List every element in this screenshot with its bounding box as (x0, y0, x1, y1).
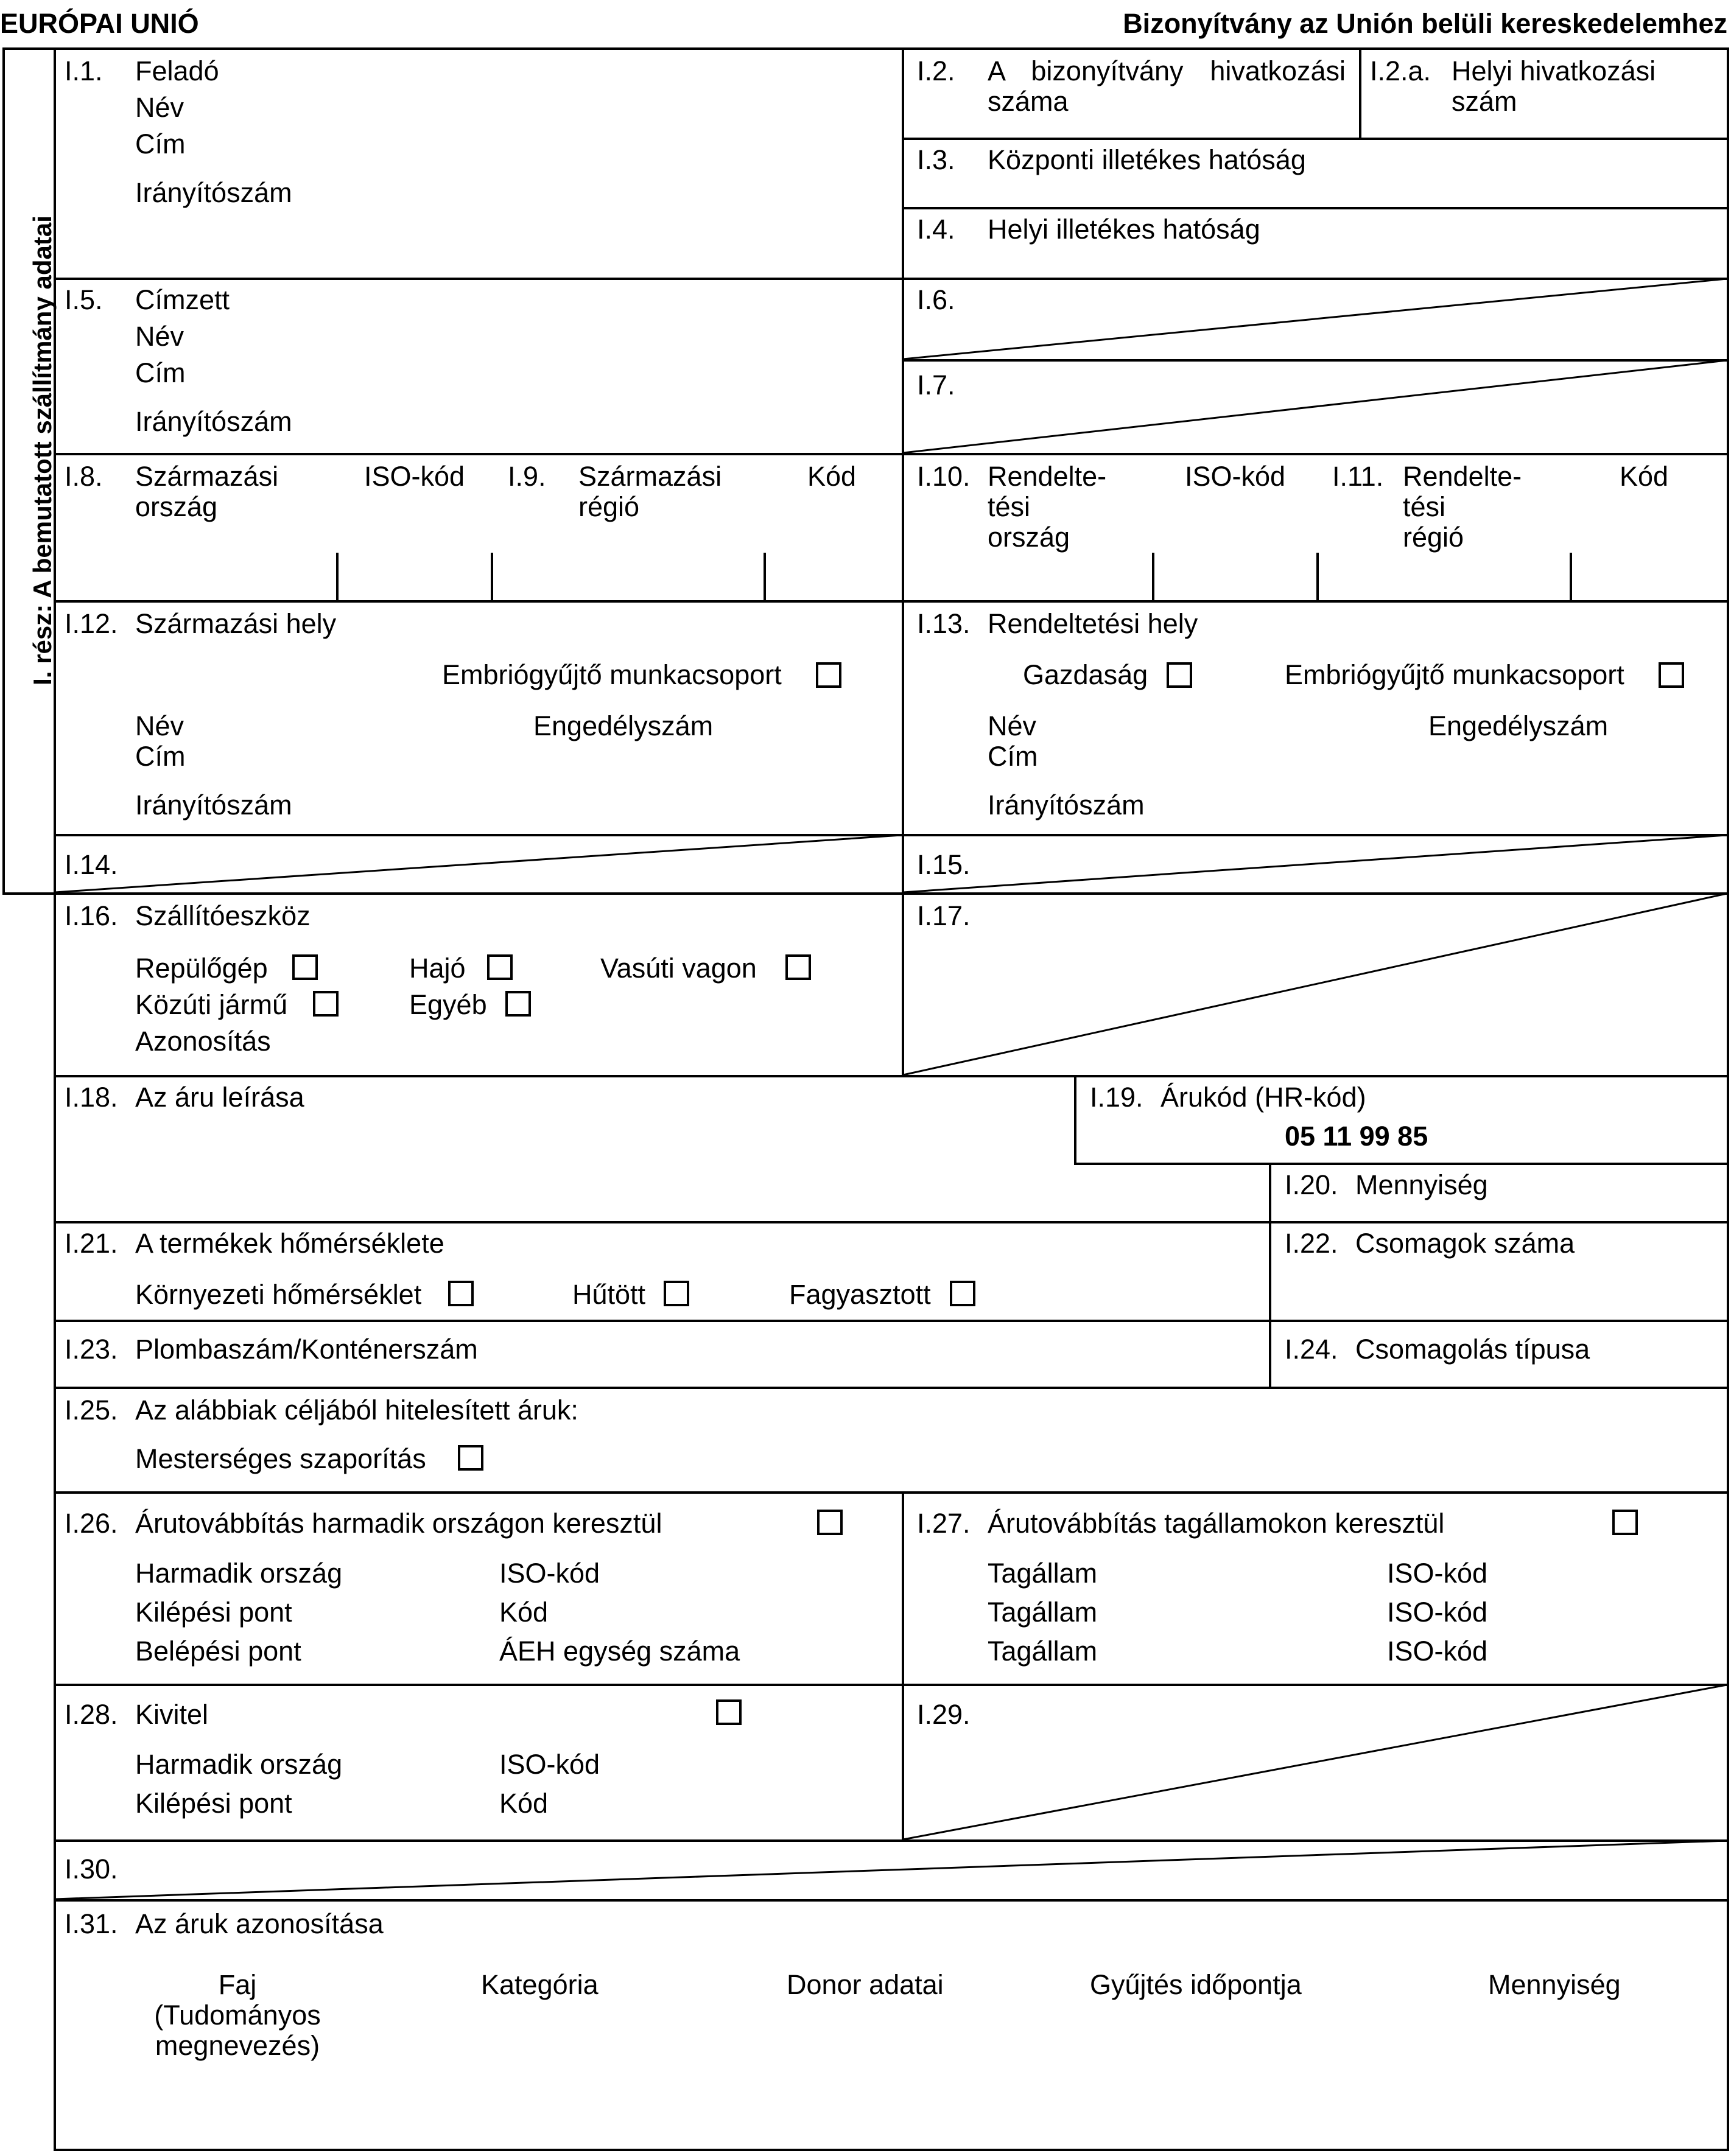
header-right: Bizonyítvány az Unión belüli kereskedelemhez (1123, 8, 1727, 39)
i31-col-mennyiseg: Mennyiség (1488, 1969, 1621, 2000)
i5-cim: Cím (135, 357, 186, 388)
i2a-num: I.2.a. (1370, 55, 1431, 86)
i25-num: I.25. (65, 1395, 118, 1426)
i8-num: I.8. (65, 461, 103, 492)
i8-title-line1: Származási (135, 461, 279, 492)
i11-title-line1: Rendelte- (1403, 461, 1522, 492)
i28-checkbox[interactable] (716, 1699, 742, 1725)
i5-num: I.5. (65, 284, 103, 315)
i9-title-line2: régió (578, 491, 640, 522)
i9-num: I.9. (508, 461, 546, 492)
i13-nev: Név (988, 710, 1037, 741)
i26-kod: Kód (499, 1597, 549, 1628)
i16-egyeb-checkbox[interactable] (505, 991, 531, 1017)
i2a-title-line2: szám (1452, 86, 1517, 117)
i8-title-line2: ország (135, 491, 218, 522)
i13-cim: Cím (988, 741, 1038, 772)
i27-iso-2: ISO-kód (1387, 1597, 1488, 1628)
i25-title: Az alábbiak céljából hitelesített áruk: (135, 1395, 578, 1426)
i31-col-faj-line1: Faj (218, 1969, 257, 2000)
i12-embrio-checkbox[interactable] (816, 662, 841, 688)
i21-num: I.21. (65, 1228, 118, 1259)
i26-iso: ISO-kód (499, 1558, 600, 1589)
i21-hutott-label: Hűtött (572, 1279, 646, 1310)
i31-col-gyujtes: Gyűjtés időpontja (1090, 1969, 1302, 2000)
i27-title: Árutovábbítás tagállamokon keresztül (988, 1508, 1445, 1539)
i6-num: I.6. (917, 284, 955, 315)
i31-col-donor: Donor adatai (787, 1969, 944, 2000)
i12-iranyitoszam: Irányítószám (135, 789, 292, 821)
i16-hajo-checkbox[interactable] (487, 954, 513, 980)
i15-num: I.15. (917, 849, 971, 880)
i5-nev: Név (135, 321, 184, 352)
i9-title-line1: Származási (578, 461, 722, 492)
i9-kod: Kód (807, 461, 857, 492)
i30-num: I.30. (65, 1853, 118, 1885)
i17-num: I.17. (917, 900, 971, 931)
i2-title-line1: A bizonyítvány hivatkozási (988, 55, 1346, 86)
i13-iranyitoszam: Irányítószám (988, 789, 1145, 821)
i14-num: I.14. (65, 849, 118, 880)
i11-num: I.11. (1332, 461, 1384, 492)
i31-col-faj-line2: (Tudományos (154, 2000, 321, 2031)
i19-title: Árukód (HR-kód) (1160, 1082, 1366, 1113)
i28-kod: Kód (499, 1788, 549, 1819)
i31-col-faj-line3: megnevezés) (155, 2030, 320, 2061)
i27-tagallam-3: Tagállam (988, 1636, 1098, 1667)
i12-title: Származási hely (135, 608, 337, 639)
i20-title: Mennyiség (1355, 1169, 1488, 1200)
i31-col-kategoria: Kategória (481, 1969, 599, 2000)
i10-iso: ISO-kód (1185, 461, 1286, 492)
i4-num: I.4. (917, 214, 955, 245)
i18-num: I.18. (65, 1082, 118, 1113)
i13-title: Rendeltetési hely (988, 608, 1198, 639)
i28-title: Kivitel (135, 1699, 209, 1730)
i12-engedelyszam: Engedélyszám (533, 710, 714, 741)
i16-repulogep-label: Repülőgép (135, 953, 268, 984)
i2a-title-line1: Helyi hivatkozási (1452, 55, 1656, 86)
i16-num: I.16. (65, 900, 118, 931)
i16-hajo-label: Hajó (409, 953, 466, 984)
i16-title: Szállítóeszköz (135, 900, 311, 931)
i11-kod: Kód (1620, 461, 1669, 492)
i3-num: I.3. (917, 144, 955, 175)
i12-nev: Név (135, 710, 184, 741)
i12-num: I.12. (65, 608, 118, 639)
i13-engedelyszam: Engedélyszám (1428, 710, 1609, 741)
i16-azonositas: Azonosítás (135, 1026, 271, 1057)
i1-nev: Név (135, 92, 184, 123)
i13-gazdasag-checkbox[interactable] (1167, 662, 1192, 688)
i27-num: I.27. (917, 1508, 971, 1539)
i1-iranyitoszam: Irányítószám (135, 177, 292, 208)
i28-num: I.28. (65, 1699, 118, 1730)
i21-title: A termékek hőmérséklete (135, 1228, 444, 1259)
i13-embrio-label: Embriógyűjtő munkacsoport (1285, 659, 1624, 690)
i12-cim: Cím (135, 741, 186, 772)
i12-embrio-label: Embriógyűjtő munkacsoport (442, 659, 782, 690)
i10-title-line1: Rendelte- (988, 461, 1107, 492)
i11-title-line2: tési (1403, 491, 1446, 522)
i16-egyeb-label: Egyéb (409, 989, 487, 1020)
i25-option-label: Mesterséges szaporítás (135, 1443, 426, 1474)
i2-title-line2: száma (988, 86, 1069, 117)
i16-vasuti-label: Vasúti vagon (600, 953, 757, 984)
i27-checkbox[interactable] (1612, 1510, 1638, 1535)
i24-num: I.24. (1285, 1334, 1338, 1365)
i26-harmadik-orszag: Harmadik ország (135, 1558, 343, 1589)
header-left: EURÓPAI UNIÓ (0, 8, 199, 39)
i26-num: I.26. (65, 1508, 118, 1539)
i24-title: Csomagolás típusa (1355, 1334, 1590, 1365)
i23-title: Plombaszám/Konténerszám (135, 1334, 478, 1365)
i25-option-checkbox[interactable] (458, 1445, 483, 1471)
i26-kilepesi-pont: Kilépési pont (135, 1597, 292, 1628)
i28-harmadik-orszag: Harmadik ország (135, 1749, 343, 1780)
i10-num: I.10. (917, 461, 971, 492)
i4-title: Helyi illetékes hatóság (988, 214, 1260, 245)
i13-embrio-checkbox[interactable] (1659, 662, 1684, 688)
i22-num: I.22. (1285, 1228, 1338, 1259)
i1-title: Feladó (135, 55, 219, 86)
i21-fagyasztott-checkbox[interactable] (950, 1281, 975, 1306)
i21-fagyasztott-label: Fagyasztott (789, 1279, 931, 1310)
i31-num: I.31. (65, 1908, 118, 1939)
i26-checkbox[interactable] (817, 1510, 843, 1535)
i5-iranyitoszam: Irányítószám (135, 406, 292, 437)
i28-kilepesi-pont: Kilépési pont (135, 1788, 292, 1819)
i16-kozuti-checkbox[interactable] (313, 991, 339, 1017)
i26-aeh: ÁEH egység száma (499, 1636, 740, 1667)
i7-num: I.7. (917, 369, 955, 401)
i5-title: Címzett (135, 284, 230, 315)
i27-iso-3: ISO-kód (1387, 1636, 1488, 1667)
i19-num: I.19. (1090, 1082, 1143, 1113)
i27-tagallam-1: Tagállam (988, 1558, 1098, 1589)
i8-iso: ISO-kód (364, 461, 465, 492)
i21-hutott-checkbox[interactable] (664, 1281, 689, 1306)
i29-num: I.29. (917, 1699, 971, 1730)
i13-gazdasag-label: Gazdaság (1023, 659, 1148, 690)
i16-repulogep-checkbox[interactable] (292, 954, 318, 980)
i13-num: I.13. (917, 608, 971, 639)
i27-tagallam-2: Tagállam (988, 1597, 1098, 1628)
i10-title-line2: tési (988, 491, 1031, 522)
i10-title-line3: ország (988, 522, 1070, 553)
i20-num: I.20. (1285, 1169, 1338, 1200)
i26-belepesi-pont: Belépési pont (135, 1636, 301, 1667)
i19-value: 05 11 99 85 (1285, 1121, 1428, 1152)
i11-title-line3: régió (1403, 522, 1464, 553)
i23-num: I.23. (65, 1334, 118, 1365)
i26-title: Árutovábbítás harmadik országon keresztül (135, 1508, 662, 1539)
i27-iso-1: ISO-kód (1387, 1558, 1488, 1589)
i16-kozuti-label: Közúti jármű (135, 989, 288, 1020)
i28-iso: ISO-kód (499, 1749, 600, 1780)
i18-title: Az áru leírása (135, 1082, 304, 1113)
i22-title: Csomagok száma (1355, 1228, 1575, 1259)
i1-cim: Cím (135, 128, 186, 159)
i1-num: I.1. (65, 55, 103, 86)
i21-kornyezeti-checkbox[interactable] (448, 1281, 474, 1306)
i2-num: I.2. (917, 55, 955, 86)
i3-title: Központi illetékes hatóság (988, 144, 1306, 175)
i31-title: Az áruk azonosítása (135, 1908, 384, 1939)
i21-kornyezeti-label: Környezeti hőmérséklet (135, 1279, 422, 1310)
i16-vasuti-checkbox[interactable] (785, 954, 811, 980)
